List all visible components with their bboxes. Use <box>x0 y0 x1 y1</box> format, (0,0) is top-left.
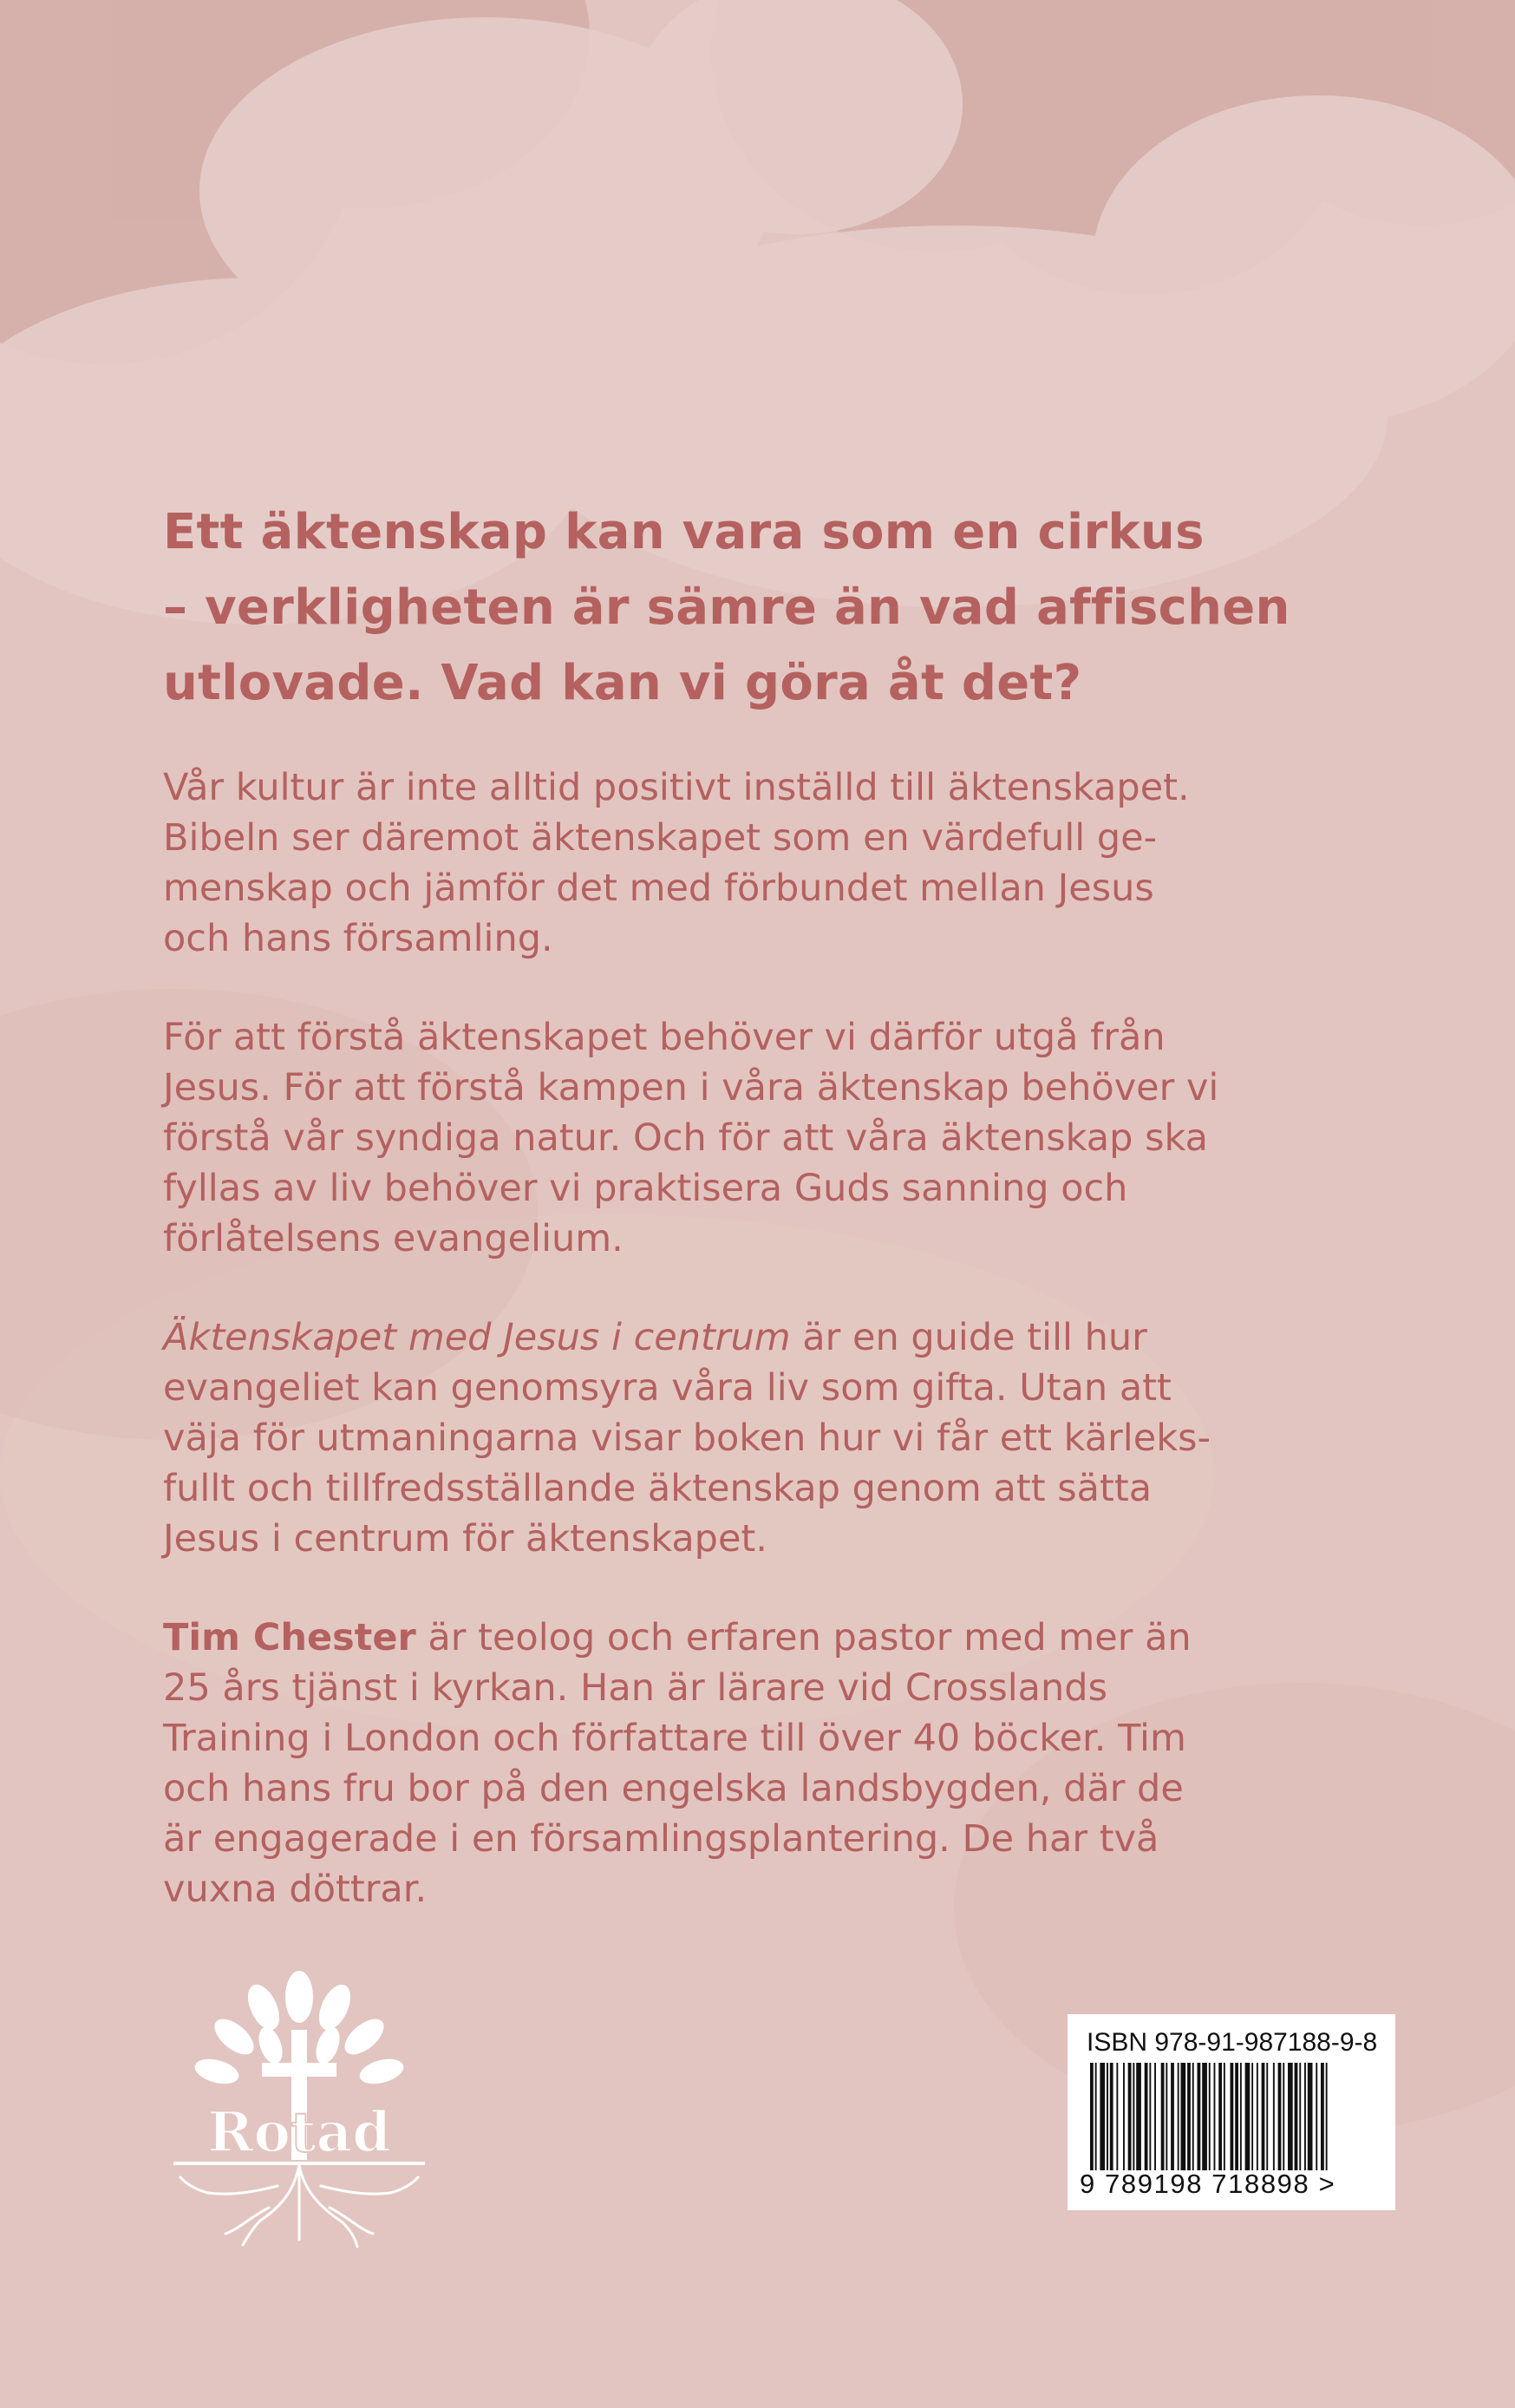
paragraph-line: Vår kultur är inte alltid positivt inställd till äktenskapet. <box>163 766 1190 809</box>
barcode-bar <box>1166 2063 1167 2170</box>
barcode-bar <box>1295 2063 1298 2170</box>
barcode-bar <box>1214 2063 1216 2170</box>
barcode-bar <box>1116 2063 1118 2170</box>
barcode-bar <box>1110 2063 1113 2170</box>
barcode-bar <box>1192 2063 1194 2170</box>
barcode-bars <box>1087 2063 1376 2170</box>
barcode-bar <box>1090 2063 1094 2170</box>
logo-text: Rotad <box>207 2100 391 2165</box>
barcode-bar <box>1326 2063 1328 2170</box>
headline-line: Ett äktenskap kan vara som en cirkus <box>163 504 1205 560</box>
barcode-bar <box>1154 2063 1156 2170</box>
paragraph-line: 25 års tjänst i kyrkan. Han är lärare vid Crosslands <box>163 1666 1107 1710</box>
headline-line: – verkligheten är sämre än vad affischen <box>163 579 1290 636</box>
barcode-bar <box>1218 2063 1222 2170</box>
isbn-label: ISBN 978-91-987188-9-8 <box>1087 2028 1378 2057</box>
isbn-barcode <box>1068 2014 1395 2210</box>
paragraph-line: fullt och tillfredsställande äktenskap genom att sätta <box>163 1467 1153 1510</box>
barcode-bar <box>1266 2063 1268 2170</box>
paragraph-line: fyllas av liv behöver vi praktisera Guds sanning och <box>163 1167 1128 1210</box>
barcode-bar <box>1273 2063 1275 2170</box>
barcode-bar <box>1262 2063 1265 2170</box>
barcode-bar <box>1095 2063 1097 2170</box>
paragraph-line: Training i London och författare till över 40 böcker. Tim <box>163 1717 1186 1760</box>
barcode-bar <box>1171 2063 1174 2170</box>
barcode-bar <box>1107 2063 1108 2170</box>
barcode-bar <box>1308 2063 1313 2170</box>
paragraph-line: För att förstå äktenskapet behöver vi därför utgå från <box>163 1016 1166 1059</box>
barcode-bar <box>1251 2063 1253 2170</box>
barcode-bar <box>1198 2063 1201 2170</box>
paragraph-line: väja för utmaningarna visar boken hur vi får ett kärleks- <box>163 1417 1211 1460</box>
barcode-bar <box>1136 2063 1141 2170</box>
barcode-bar <box>1178 2063 1179 2170</box>
ean-digits: 9 789198 718898 > <box>1080 2169 1336 2199</box>
book-title: Äktenskapet med Jesus i centrum <box>163 1316 791 1359</box>
paragraph-line: menskap och jämför det med förbundet mellan Jesus <box>163 867 1154 910</box>
paragraph-text: är en guide till hur <box>790 1316 1147 1359</box>
barcode-bar <box>1100 2063 1105 2170</box>
barcode-bar <box>1161 2063 1165 2170</box>
paragraph-line: Jesus i centrum för äktenskapet. <box>163 1517 767 1561</box>
barcode-bar <box>1187 2063 1191 2170</box>
headline <box>163 494 1386 721</box>
barcode-bar <box>1123 2063 1125 2170</box>
paragraph-understanding <box>163 1012 1386 1264</box>
headline-line: utlovade. Vad kan vi göra åt det? <box>163 655 1082 711</box>
paragraph-line: Jesus. För att förstå kampen i våra äktenskap behöver vi <box>163 1066 1219 1109</box>
paragraph-line: förlåtelsens evangelium. <box>163 1217 624 1260</box>
barcode-bar <box>1304 2063 1306 2170</box>
barcode-bar <box>1316 2063 1317 2170</box>
barcode-bar <box>1231 2063 1234 2170</box>
barcode-bar <box>1224 2063 1225 2170</box>
paragraph-line <box>163 1613 1386 1663</box>
barcode-bar <box>1278 2063 1282 2170</box>
barcode-bar <box>1257 2063 1258 2170</box>
publisher-logo <box>156 1969 442 2255</box>
back-cover-text <box>163 494 1386 1963</box>
paragraph-text: är teolog och erfaren pastor med mer än <box>415 1616 1192 1659</box>
barcode-bar <box>1235 2063 1238 2170</box>
barcode-bar <box>1283 2063 1284 2170</box>
barcode-bar <box>1149 2063 1151 2170</box>
barcode-bar <box>1202 2063 1207 2170</box>
paragraph-author-bio <box>163 1613 1386 1914</box>
paragraph-line: vuxna döttrar. <box>163 1868 428 1911</box>
barcode-bar <box>1240 2063 1242 2170</box>
paragraph-line: är engagerade i en församlingsplantering. De har två <box>163 1817 1159 1861</box>
barcode-bar <box>1245 2063 1251 2170</box>
paragraph-line: förstå vår syndiga natur. Och för att våra äktenskap ska <box>163 1116 1209 1160</box>
paragraph-line: Bibeln ser däremot äktenskapet som en värdefull ge- <box>163 816 1158 860</box>
barcode-bar <box>1321 2063 1324 2170</box>
paragraph-line: evangeliet kan genomsyra våra liv som gifta. Utan att <box>163 1366 1172 1410</box>
paragraph-culture <box>163 762 1386 964</box>
paragraph-book-description <box>163 1312 1386 1564</box>
paragraph-line <box>163 1312 1386 1363</box>
author-name: Tim Chester <box>163 1616 416 1659</box>
barcode-bar <box>1128 2063 1132 2170</box>
barcode-bar <box>1209 2063 1211 2170</box>
barcode-bar <box>1299 2063 1301 2170</box>
barcode-bar <box>1288 2063 1293 2170</box>
tree-cross-roots-icon <box>156 1969 442 2255</box>
paragraph-line: och hans församling. <box>163 917 553 960</box>
barcode-bar <box>1145 2063 1148 2170</box>
barcode-bar <box>1133 2063 1134 2170</box>
barcode-bar <box>1181 2063 1186 2170</box>
paragraph-line: och hans fru bor på den engelska landsbygden, där de <box>163 1767 1184 1810</box>
